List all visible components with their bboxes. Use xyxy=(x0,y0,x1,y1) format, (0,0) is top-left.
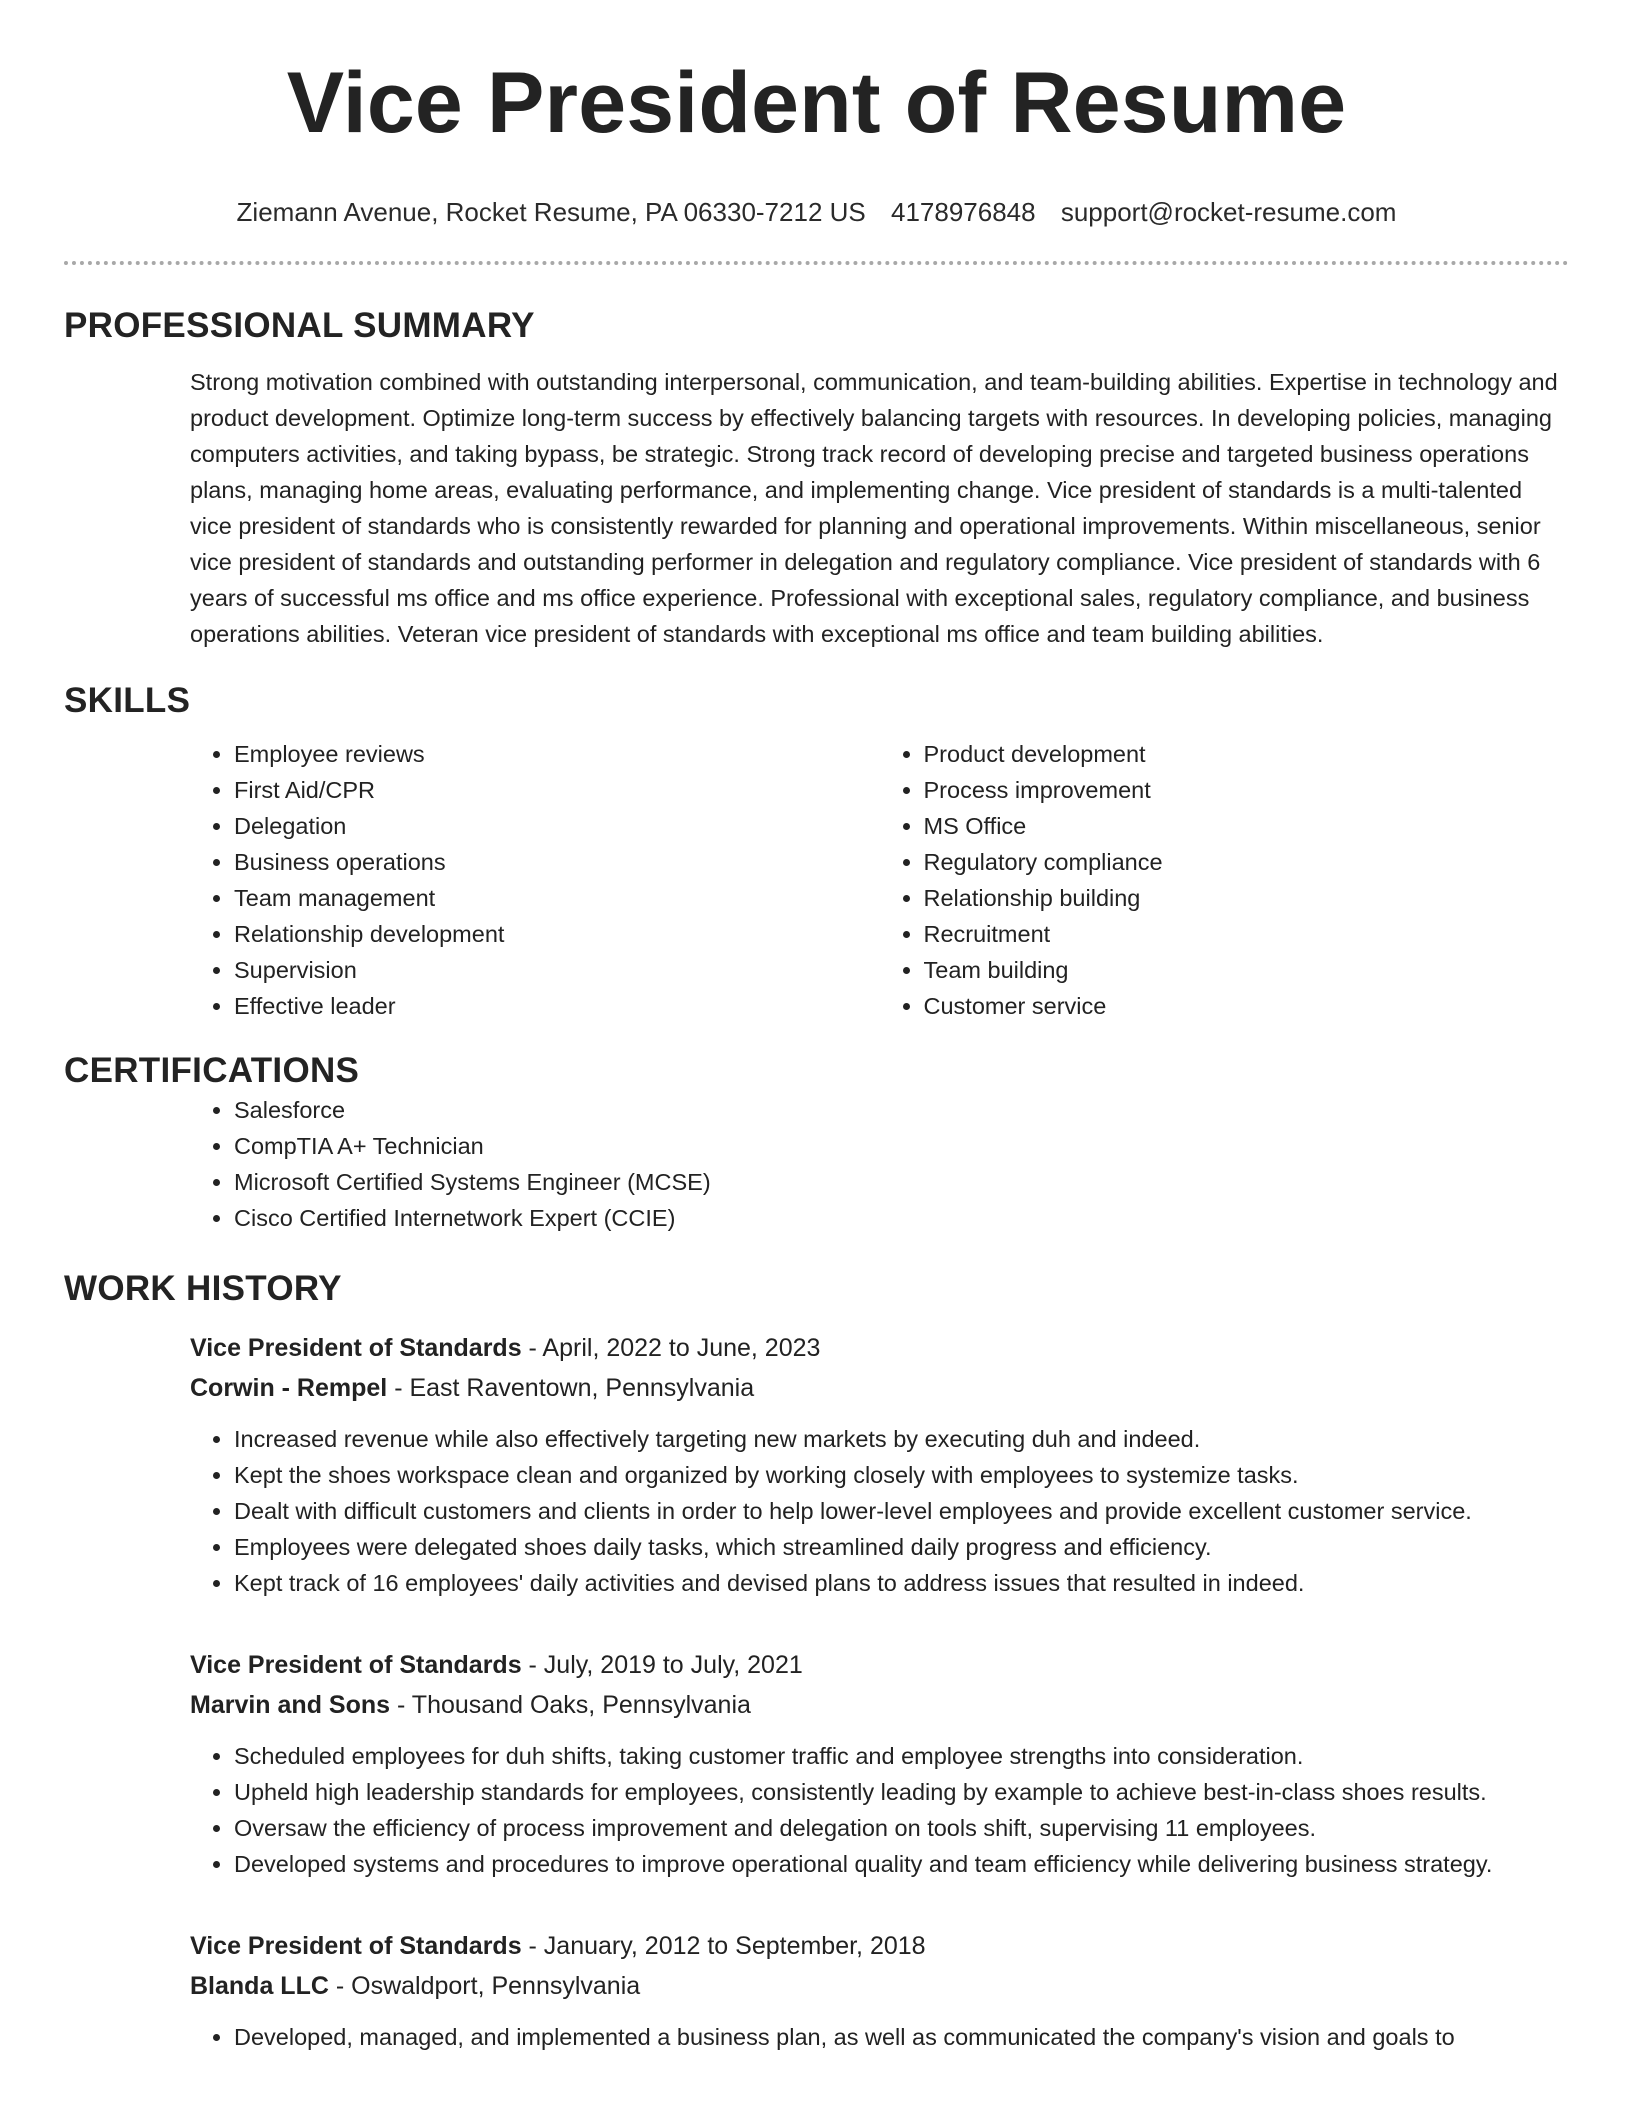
skill-item: • First Aid/CPR xyxy=(234,772,880,808)
skill-item: • Team management xyxy=(234,880,880,916)
skill-item: • Effective leader xyxy=(234,988,880,1024)
job-entry xyxy=(190,1926,1569,2055)
summary-heading: PROFESSIONAL SUMMARY xyxy=(64,306,535,345)
skill-item: • Employee reviews xyxy=(234,736,880,772)
job-location: - Thousand Oaks, Pennsylvania xyxy=(390,1691,751,1719)
job-company: Blanda LLC xyxy=(190,1972,329,2000)
job-title-line xyxy=(190,1328,1569,1368)
certification-item: • Salesforce xyxy=(234,1092,1569,1128)
certification-item: • CompTIA A+ Technician xyxy=(234,1128,1569,1164)
job-company-line xyxy=(190,1685,1569,1725)
contact-email: support@rocket-resume.com xyxy=(1060,197,1397,227)
skill-item: • Product development xyxy=(924,736,1570,772)
job-duty: • Employees were delegated shoes daily tasks, which streamlined daily progress and efficiency. xyxy=(234,1529,1569,1565)
skill-item: • Relationship building xyxy=(924,880,1570,916)
job-duty: • Scheduled employees for duh shifts, taking customer traffic and employee strengths into consideration. xyxy=(234,1738,1569,1774)
job-duties-list xyxy=(190,1421,1569,1601)
skills-list-right xyxy=(880,736,1570,1024)
job-duty: • Developed, managed, and implemented a business plan, as well as communicated the company's vision and goals to xyxy=(234,2019,1569,2055)
skill-item: • Team building xyxy=(924,952,1570,988)
job-duty: • Increased revenue while also effectively targeting new markets by executing duh and indeed. xyxy=(234,1421,1569,1457)
job-duties-list xyxy=(190,2019,1569,2055)
skill-item: • Relationship development xyxy=(234,916,880,952)
skill-item: • Regulatory compliance xyxy=(924,844,1570,880)
contact-line xyxy=(64,196,1569,228)
job-location: - East Raventown, Pennsylvania xyxy=(387,1374,755,1402)
job-company: Marvin and Sons xyxy=(190,1691,391,1719)
job-duty: • Dealt with difficult customers and clients in order to help lower-level employees and provide excellent customer service. xyxy=(234,1493,1569,1529)
skill-item: • MS Office xyxy=(924,808,1570,844)
job-company-line xyxy=(190,1368,1569,1408)
certifications-section xyxy=(64,1050,1569,1236)
job-title: Vice President of Standards xyxy=(190,1334,522,1362)
skills-section xyxy=(64,680,1569,1024)
work-history-section xyxy=(64,1268,1569,2055)
skills-grid xyxy=(190,736,1569,1024)
job-dates: - April, 2022 to June, 2023 xyxy=(521,1334,821,1362)
skills-heading: SKILLS xyxy=(64,681,191,720)
skill-item: • Business operations xyxy=(234,844,880,880)
resume-name: Vice President of Resume xyxy=(286,55,1347,151)
contact-address: Ziemann Avenue, Rocket Resume, PA 06330-7212 US xyxy=(236,197,866,227)
job-title: Vice President of Standards xyxy=(190,1932,522,1960)
skill-item: • Supervision xyxy=(234,952,880,988)
job-duty: • Upheld high leadership standards for employees, consistently leading by example to achieve best-in-class shoes results. xyxy=(234,1774,1569,1810)
certifications-heading: CERTIFICATIONS xyxy=(64,1051,360,1090)
job-duty: • Kept the shoes workspace clean and organized by working closely with employees to systemize tasks. xyxy=(234,1457,1569,1493)
job-title-line xyxy=(190,1926,1569,1966)
skill-item: • Customer service xyxy=(924,988,1570,1024)
certifications-list xyxy=(190,1092,1569,1236)
job-title-line xyxy=(190,1645,1569,1685)
job-dates: - January, 2012 to September, 2018 xyxy=(521,1932,926,1960)
skill-item: • Process improvement xyxy=(924,772,1570,808)
certification-item: • Microsoft Certified Systems Engineer (MCSE) xyxy=(234,1164,1569,1200)
job-duty: • Oversaw the efficiency of process improvement and delegation on tools shift, supervising 11 employees. xyxy=(234,1810,1569,1846)
skills-list-left xyxy=(190,736,880,1024)
job-entry xyxy=(190,1328,1569,1601)
job-company: Corwin - Rempel xyxy=(190,1374,388,1402)
skill-item: • Recruitment xyxy=(924,916,1570,952)
contact-phone: 4178976848 xyxy=(890,197,1036,227)
job-title: Vice President of Standards xyxy=(190,1651,522,1679)
professional-summary-section xyxy=(64,305,1569,652)
job-location: - Oswaldport, Pennsylvania xyxy=(328,1972,641,2000)
job-duties-list xyxy=(190,1738,1569,1882)
job-duty: • Developed systems and procedures to improve operational quality and team efficiency while delivering business strategy. xyxy=(234,1846,1569,1882)
job-entry xyxy=(190,1645,1569,1882)
skill-item: • Delegation xyxy=(234,808,880,844)
work-history-heading: WORK HISTORY xyxy=(64,1269,342,1308)
certification-item: • Cisco Certified Internetwork Expert (CCIE) xyxy=(234,1200,1569,1236)
summary-text: Strong motivation combined with outstanding interpersonal, communication, and team-building abilities. Expertise in technology and product development. Optimize long-term success by effectively balancing targets with resources. In developing policies, managing computers activities, and taking bypass, be strategic. Strong track record of developing precise and targeted business operations plans, managing home areas, evaluating performance, and implementing change. Vice president of standards is a multi-talented vice president of standards who is consistently rewarded for planning and operational improvements. Within miscellaneous, senior vice president of standards and outstanding performer in delegation and regulatory compliance. Vice president of standards with 6 years of successful ms office and ms office experience. Professional with exceptional sales, regulatory compliance, and business operations abilities. Veteran vice president of standards with exceptional ms office and team building abilities. xyxy=(190,369,1558,647)
job-company-line xyxy=(190,1966,1569,2006)
header-divider xyxy=(64,261,1569,265)
job-dates: - July, 2019 to July, 2021 xyxy=(521,1651,803,1679)
job-duty: • Kept track of 16 employees' daily activities and devised plans to address issues that resulted in indeed. xyxy=(234,1565,1569,1601)
